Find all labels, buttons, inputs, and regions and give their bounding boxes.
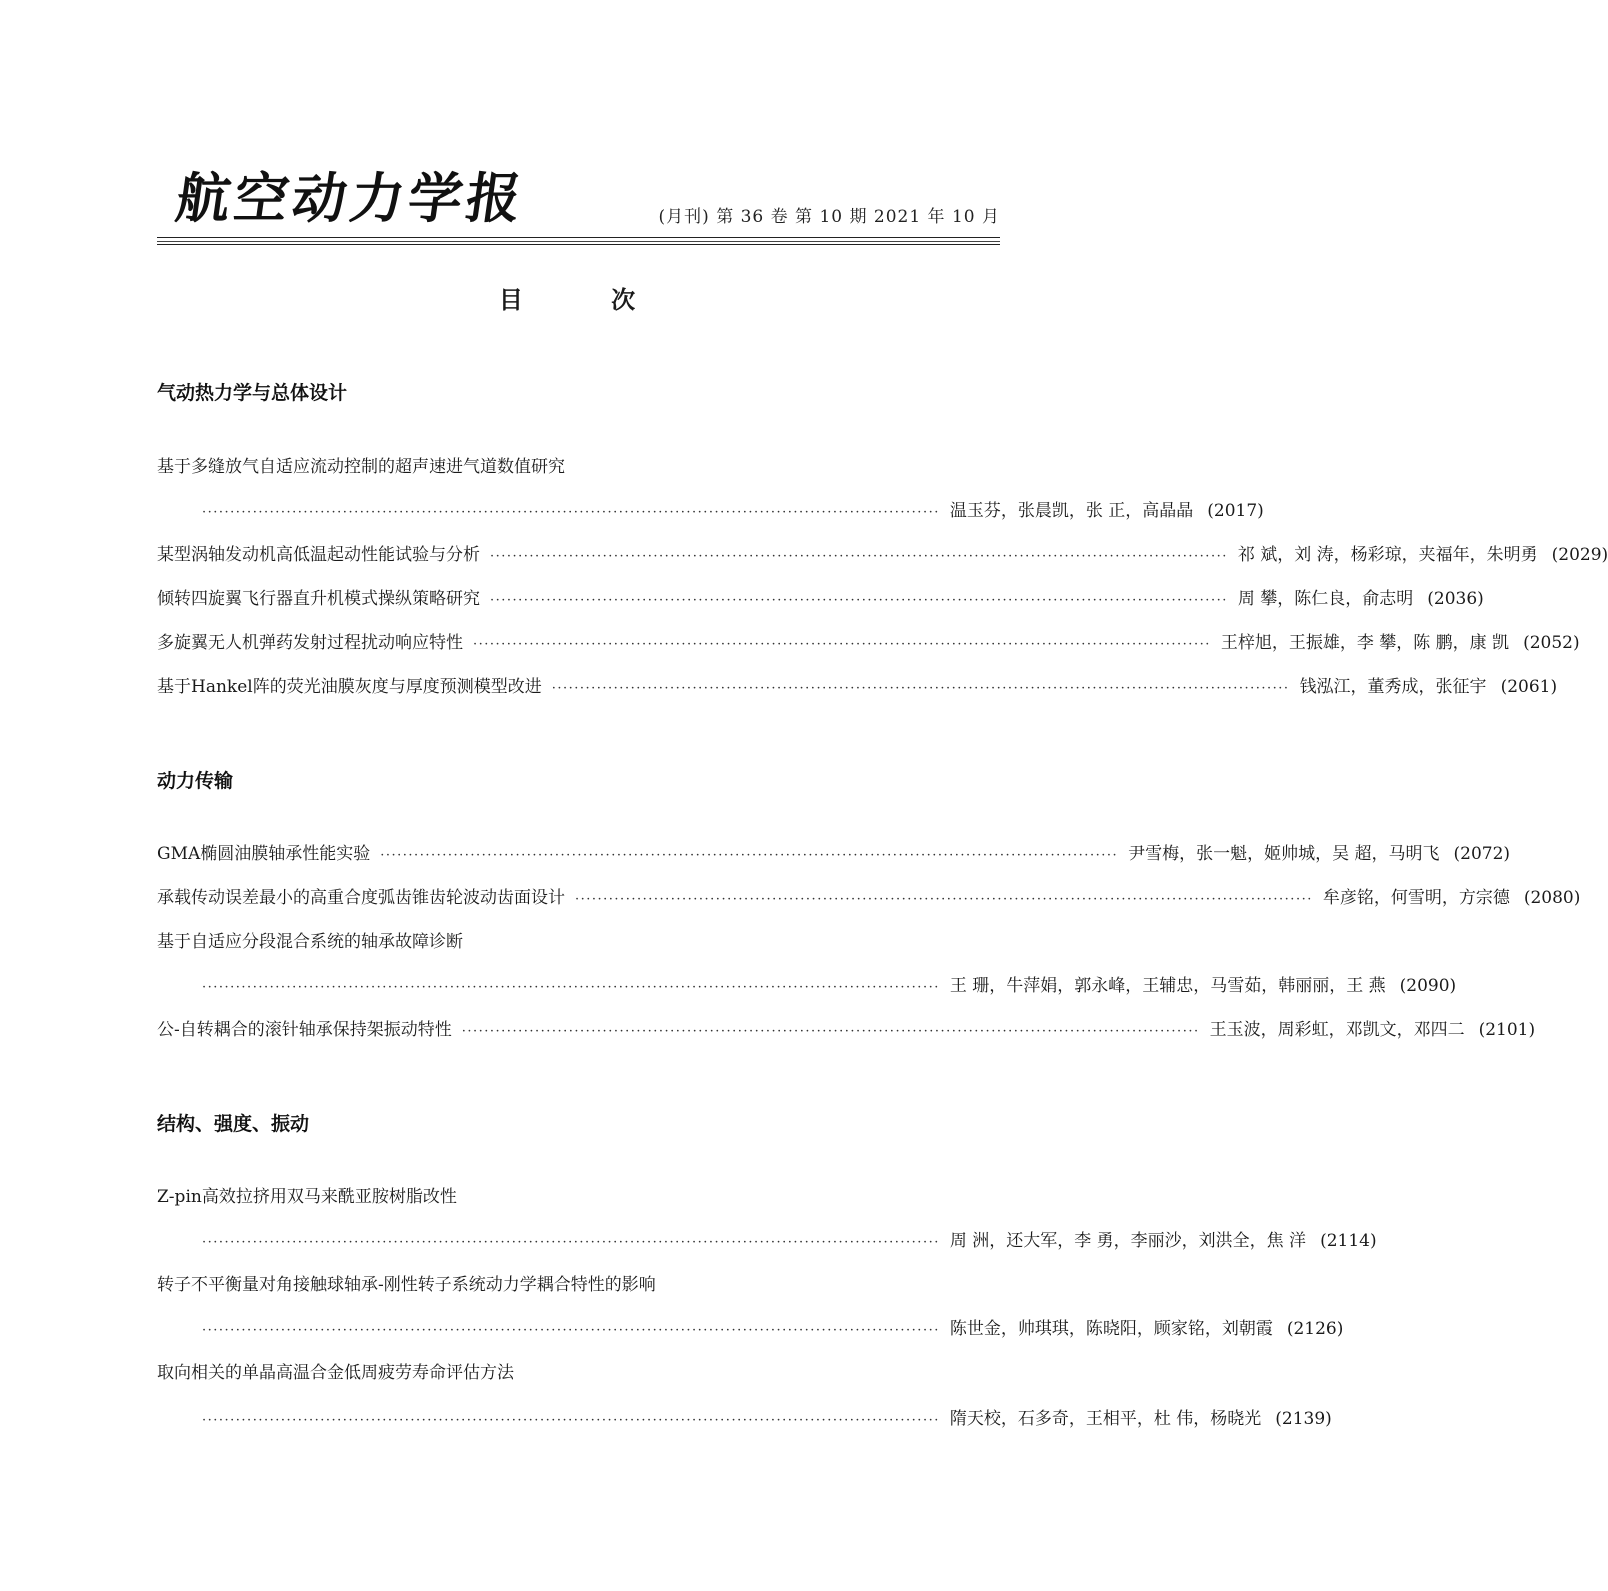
dot-leader: ··································································································································· bbox=[202, 1323, 940, 1338]
article-authors: 尹雪梅，张一魁，姬帅城，吴 超，马明飞 bbox=[1128, 844, 1440, 864]
article-page[interactable]: (2101) bbox=[1478, 1020, 1536, 1040]
dot-leader: ··································································································································· bbox=[551, 681, 1290, 696]
article-page[interactable]: (2052) bbox=[1523, 633, 1580, 653]
header-rule bbox=[157, 241, 1000, 242]
toc-entry[interactable] bbox=[157, 628, 1580, 656]
toc-entry[interactable] bbox=[192, 1404, 1332, 1432]
article-authors: 钱泓江，董秀成，张征宇 bbox=[1299, 677, 1487, 697]
section-title: 结构、强度、振动 bbox=[157, 1113, 310, 1135]
toc-entry[interactable] bbox=[157, 584, 1484, 612]
article-title[interactable]: 公-自转耦合的滚针轴承保持架振动特性 bbox=[157, 1020, 452, 1040]
dot-leader: ··································································································································· bbox=[202, 980, 940, 995]
article-authors: 周 洲，还大军，李 勇，李丽沙，刘洪全，焦 洋 bbox=[949, 1231, 1307, 1251]
article-title[interactable]: 基于自适应分段混合系统的轴承故障诊断 bbox=[157, 932, 463, 952]
dot-leader: ··································································································································· bbox=[473, 637, 1211, 652]
dot-leader: ··································································································································· bbox=[575, 892, 1313, 907]
dot-leader: ··································································································································· bbox=[461, 1024, 1200, 1039]
article-title[interactable]: 基于多缝放气自适应流动控制的超声速进气道数值研究 bbox=[157, 457, 565, 477]
article-page[interactable]: (2072) bbox=[1453, 844, 1511, 864]
article-page[interactable]: (2036) bbox=[1427, 589, 1484, 609]
article-authors: 陈世金，帅琪琪，陈晓阳，顾家铭，刘朝霞 bbox=[949, 1319, 1273, 1339]
dot-leader: ··································································································································· bbox=[490, 593, 1228, 608]
section-title: 动力传输 bbox=[157, 770, 234, 792]
article-authors: 周 攀，陈仁良，俞志明 bbox=[1237, 589, 1414, 609]
toc-entry[interactable] bbox=[192, 496, 1264, 524]
toc-entry-title[interactable] bbox=[157, 1270, 1000, 1298]
toc-entry[interactable] bbox=[157, 1015, 1536, 1043]
article-page[interactable]: (2090) bbox=[1399, 976, 1457, 996]
toc-entry[interactable] bbox=[192, 1314, 1344, 1342]
issue-info: (月刊) 第 36 卷 第 10 期 2021 年 10 月 bbox=[658, 207, 1000, 227]
article-title[interactable]: Z-pin高效拉挤用双马来酰亚胺树脂改性 bbox=[157, 1187, 457, 1207]
header-rule bbox=[157, 237, 1000, 238]
toc-entry-title[interactable] bbox=[157, 927, 1000, 955]
article-title[interactable]: 取向相关的单晶高温合金低周疲劳寿命评估方法 bbox=[157, 1363, 514, 1383]
article-authors: 牟彦铭，何雪明，方宗德 bbox=[1322, 888, 1510, 908]
article-page[interactable]: (2061) bbox=[1500, 677, 1558, 697]
toc-entry[interactable] bbox=[157, 839, 1511, 867]
toc-heading: 目 次 bbox=[498, 286, 676, 314]
article-authors: 温玉芬，张晨凯，张 正，高晶晶 bbox=[949, 501, 1194, 521]
toc-entry[interactable] bbox=[192, 1226, 1377, 1254]
toc-entry[interactable] bbox=[157, 883, 1581, 911]
section-title: 气动热力学与总体设计 bbox=[157, 382, 348, 404]
toc-entry-title[interactable] bbox=[157, 1358, 1000, 1386]
dot-leader: ··································································································································· bbox=[202, 1235, 940, 1250]
article-title[interactable]: 倾转四旋翼飞行器直升机模式操纵策略研究 bbox=[157, 589, 480, 609]
article-page[interactable]: (2080) bbox=[1523, 888, 1581, 908]
article-page[interactable]: (2029) bbox=[1551, 545, 1608, 565]
article-title[interactable]: 承载传动误差最小的高重合度弧齿锥齿轮波动齿面设计 bbox=[157, 888, 565, 908]
article-authors: 王梓旭，王振雄，李 攀，陈 鹏，康 凯 bbox=[1220, 633, 1510, 653]
article-title[interactable]: GMA椭圆油膜轴承性能实验 bbox=[157, 844, 371, 864]
article-title[interactable]: 基于Hankel阵的荧光油膜灰度与厚度预测模型改进 bbox=[157, 677, 542, 697]
article-page[interactable]: (2139) bbox=[1275, 1409, 1332, 1429]
article-page[interactable]: (2114) bbox=[1320, 1231, 1377, 1251]
article-title[interactable]: 多旋翼无人机弹药发射过程扰动响应特性 bbox=[157, 633, 463, 653]
journal-title: 航空动力学报 bbox=[172, 166, 530, 230]
article-authors: 王玉波，周彩虹，邓凯文，邓四二 bbox=[1209, 1020, 1465, 1040]
article-authors: 隋天校，石多奇，王相平，杜 伟，杨晓光 bbox=[949, 1409, 1262, 1429]
toc-entry-title[interactable] bbox=[157, 1182, 1000, 1210]
article-title[interactable]: 转子不平衡量对角接触球轴承-刚性转子系统动力学耦合特性的影响 bbox=[157, 1275, 656, 1295]
toc-entry-title[interactable] bbox=[157, 452, 1000, 480]
article-authors: 王 珊，牛萍娟，郭永峰，王辅忠，马雪茹，韩丽丽，王 燕 bbox=[949, 976, 1386, 996]
header-rule bbox=[157, 244, 1000, 245]
toc-entry[interactable] bbox=[157, 672, 1558, 700]
dot-leader: ··································································································································· bbox=[490, 549, 1228, 564]
article-authors: 祁 斌，刘 涛，杨彩琼，夹福年，朱明勇 bbox=[1237, 545, 1538, 565]
toc-entry[interactable] bbox=[192, 971, 1457, 999]
dot-leader: ··································································································································· bbox=[202, 505, 940, 520]
article-title[interactable]: 某型涡轴发动机高低温起动性能试验与分析 bbox=[157, 545, 480, 565]
masthead bbox=[157, 150, 1000, 242]
dot-leader: ··································································································································· bbox=[202, 1413, 940, 1428]
toc-entry[interactable] bbox=[157, 540, 1608, 568]
article-page[interactable]: (2017) bbox=[1207, 501, 1264, 521]
article-page[interactable]: (2126) bbox=[1286, 1319, 1344, 1339]
dot-leader: ··································································································································· bbox=[380, 848, 1119, 863]
